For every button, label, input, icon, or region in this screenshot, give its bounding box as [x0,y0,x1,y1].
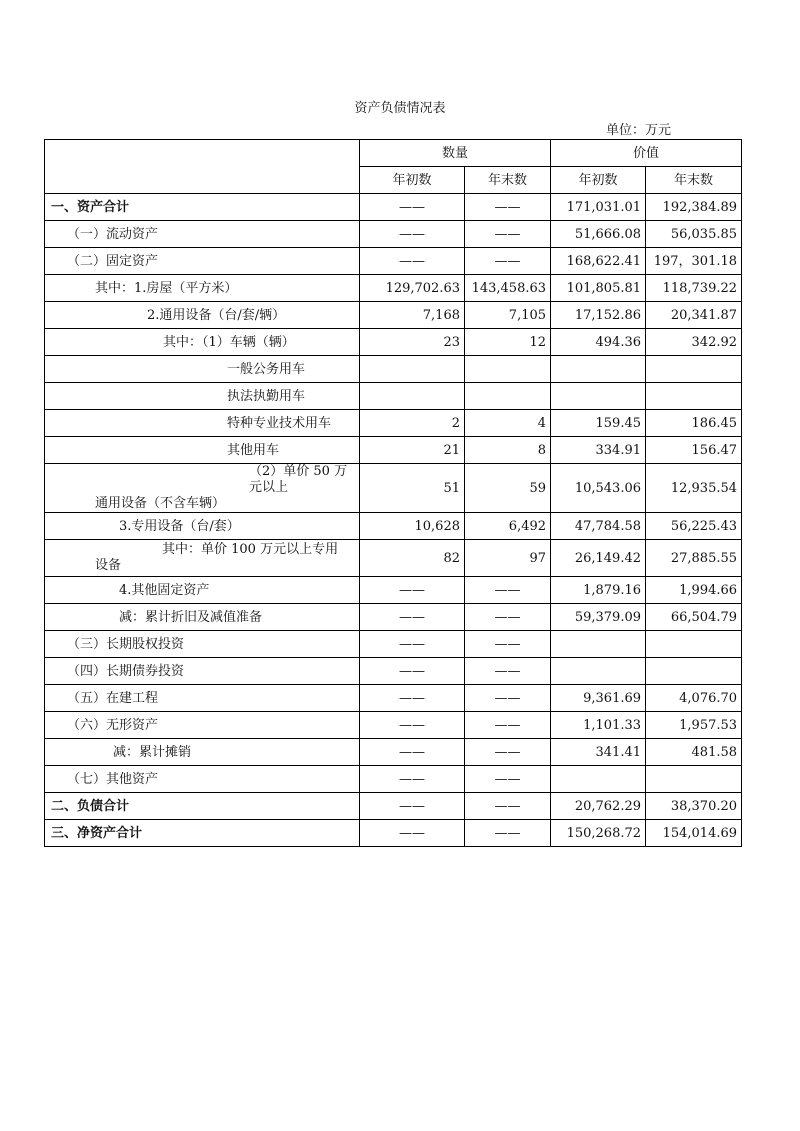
value-begin: 334.91 [551,437,646,464]
table-row [45,513,742,540]
header-value: 价值 [551,140,742,167]
value-end: 118,739.22 [646,275,742,302]
header-val-begin: 年初数 [551,167,646,194]
value-end: 481.58 [646,739,742,766]
value-begin: 47,784.58 [551,513,646,540]
qty-begin: —— [360,685,465,712]
value-begin: 51,666.08 [551,221,646,248]
qty-begin: —— [360,248,465,275]
table-row [45,658,742,685]
document-title: 资产负债情况表 [354,101,446,116]
qty-begin: 7,168 [360,302,465,329]
row-label: 特种专业技术用车 [45,410,360,437]
row-label-line2: 设备 [95,558,122,573]
qty-end: —— [465,221,551,248]
qty-begin: —— [360,631,465,658]
value-end: 38,370.20 [646,793,742,820]
value-begin: 159.45 [551,410,646,437]
table-row [45,464,742,513]
table-row [45,766,742,793]
table-row [45,302,742,329]
qty-end: —— [465,712,551,739]
qty-end: —— [465,766,551,793]
value-end: 1,994.66 [646,577,742,604]
value-begin [551,766,646,793]
qty-begin: —— [360,766,465,793]
row-label-line1: （2）单价 50 万元以上 [249,464,348,495]
header-qty-end: 年末数 [465,167,551,194]
table-row [45,356,742,383]
qty-end: 97 [465,540,551,577]
value-begin: 10,543.06 [551,464,646,513]
table-row [45,793,742,820]
qty-end: —— [465,685,551,712]
value-begin: 150,268.72 [551,820,646,847]
row-label: 一、资产合计 [45,194,360,221]
table-row [45,221,742,248]
qty-begin: 82 [360,540,465,577]
qty-begin: 21 [360,437,465,464]
value-end: 66,504.79 [646,604,742,631]
qty-begin: —— [360,793,465,820]
value-begin: 26,149.42 [551,540,646,577]
row-label: （一）流动资产 [45,221,360,248]
row-label: 2.通用设备（台/套/辆） [45,302,360,329]
row-label-line1: 其中：单价 100 万元以上专用 [162,542,339,557]
qty-end: 12 [465,329,551,356]
table-row [45,540,742,577]
value-end [646,766,742,793]
row-label: 一般公务用车 [45,356,360,383]
value-begin [551,631,646,658]
table-row [45,577,742,604]
qty-begin [360,356,465,383]
qty-begin: —— [360,221,465,248]
table-row [45,275,742,302]
value-end: 186.45 [646,410,742,437]
qty-end: —— [465,577,551,604]
header-row-group [45,140,742,167]
qty-begin: 2 [360,410,465,437]
value-end [646,356,742,383]
value-begin: 168,622.41 [551,248,646,275]
value-end: 1,957.53 [646,712,742,739]
qty-end: —— [465,658,551,685]
qty-begin: —— [360,658,465,685]
row-label: （四）长期债券投资 [45,658,360,685]
row-label: （五）在建工程 [45,685,360,712]
value-end: 197，301.18 [646,248,742,275]
value-begin: 494.36 [551,329,646,356]
qty-end: —— [465,739,551,766]
value-end: 342.92 [646,329,742,356]
qty-begin: —— [360,739,465,766]
value-end: 154,014.69 [646,820,742,847]
table-row [45,685,742,712]
value-end: 56,225.43 [646,513,742,540]
qty-begin: 23 [360,329,465,356]
row-label: 其他用车 [45,437,360,464]
qty-end: —— [465,194,551,221]
value-end [646,658,742,685]
table-row [45,437,742,464]
row-label [45,540,360,577]
qty-begin: —— [360,577,465,604]
qty-begin: 129,702.63 [360,275,465,302]
qty-end: —— [465,820,551,847]
unit-label: 单位：万元 [606,123,672,138]
row-label-line2: 通用设备（不含车辆） [95,496,226,511]
value-begin [551,356,646,383]
qty-end: 4 [465,410,551,437]
qty-end: —— [465,604,551,631]
value-begin: 9,361.69 [551,685,646,712]
value-end: 192,384.89 [646,194,742,221]
value-end: 156.47 [646,437,742,464]
table-row [45,739,742,766]
qty-end: —— [465,793,551,820]
table-row [45,194,742,221]
row-label: 三、净资产合计 [45,820,360,847]
qty-begin [360,383,465,410]
row-label: 减：累计折旧及减值准备 [45,604,360,631]
value-begin: 20,762.29 [551,793,646,820]
value-begin: 101,805.81 [551,275,646,302]
value-begin: 17,152.86 [551,302,646,329]
value-begin [551,383,646,410]
value-end: 20,341.87 [646,302,742,329]
qty-begin: —— [360,604,465,631]
qty-end: 7,105 [465,302,551,329]
qty-begin: 51 [360,464,465,513]
value-begin: 59,379.09 [551,604,646,631]
row-label [45,464,360,513]
qty-end: —— [465,631,551,658]
qty-begin: —— [360,820,465,847]
value-begin: 1,879.16 [551,577,646,604]
qty-begin: —— [360,194,465,221]
row-label: 4.其他固定资产 [45,577,360,604]
row-label: 其中：（1）车辆（辆） [45,329,360,356]
qty-end: —— [465,248,551,275]
qty-begin: —— [360,712,465,739]
value-begin [551,658,646,685]
table-row [45,631,742,658]
value-end [646,383,742,410]
table-row [45,329,742,356]
qty-begin: 10,628 [360,513,465,540]
table-row [45,410,742,437]
table-row [45,712,742,739]
table-row [45,248,742,275]
qty-end: 6,492 [465,513,551,540]
qty-end [465,356,551,383]
row-label: （七）其他资产 [45,766,360,793]
row-label: 执法执勤用车 [45,383,360,410]
value-end: 56,035.85 [646,221,742,248]
row-label: （三）长期股权投资 [45,631,360,658]
value-begin: 341.41 [551,739,646,766]
value-end: 4,076.70 [646,685,742,712]
table-row [45,604,742,631]
row-label: 减：累计摊销 [45,739,360,766]
value-end [646,631,742,658]
qty-end: 59 [465,464,551,513]
header-quantity: 数量 [360,140,551,167]
table-row [45,820,742,847]
row-label: 二、负债合计 [45,793,360,820]
row-label: （六）无形资产 [45,712,360,739]
row-label: （二）固定资产 [45,248,360,275]
header-item-cell [45,140,360,194]
value-begin: 1,101.33 [551,712,646,739]
qty-end: 8 [465,437,551,464]
qty-end [465,383,551,410]
header-qty-begin: 年初数 [360,167,465,194]
header-val-end: 年末数 [646,167,742,194]
table-row [45,383,742,410]
balance-sheet-table [44,139,742,847]
value-end: 27,885.55 [646,540,742,577]
qty-end: 143,458.63 [465,275,551,302]
row-label: 其中：1.房屋（平方米） [45,275,360,302]
value-end: 12,935.54 [646,464,742,513]
value-begin: 171,031.01 [551,194,646,221]
row-label: 3.专用设备（台/套） [45,513,360,540]
